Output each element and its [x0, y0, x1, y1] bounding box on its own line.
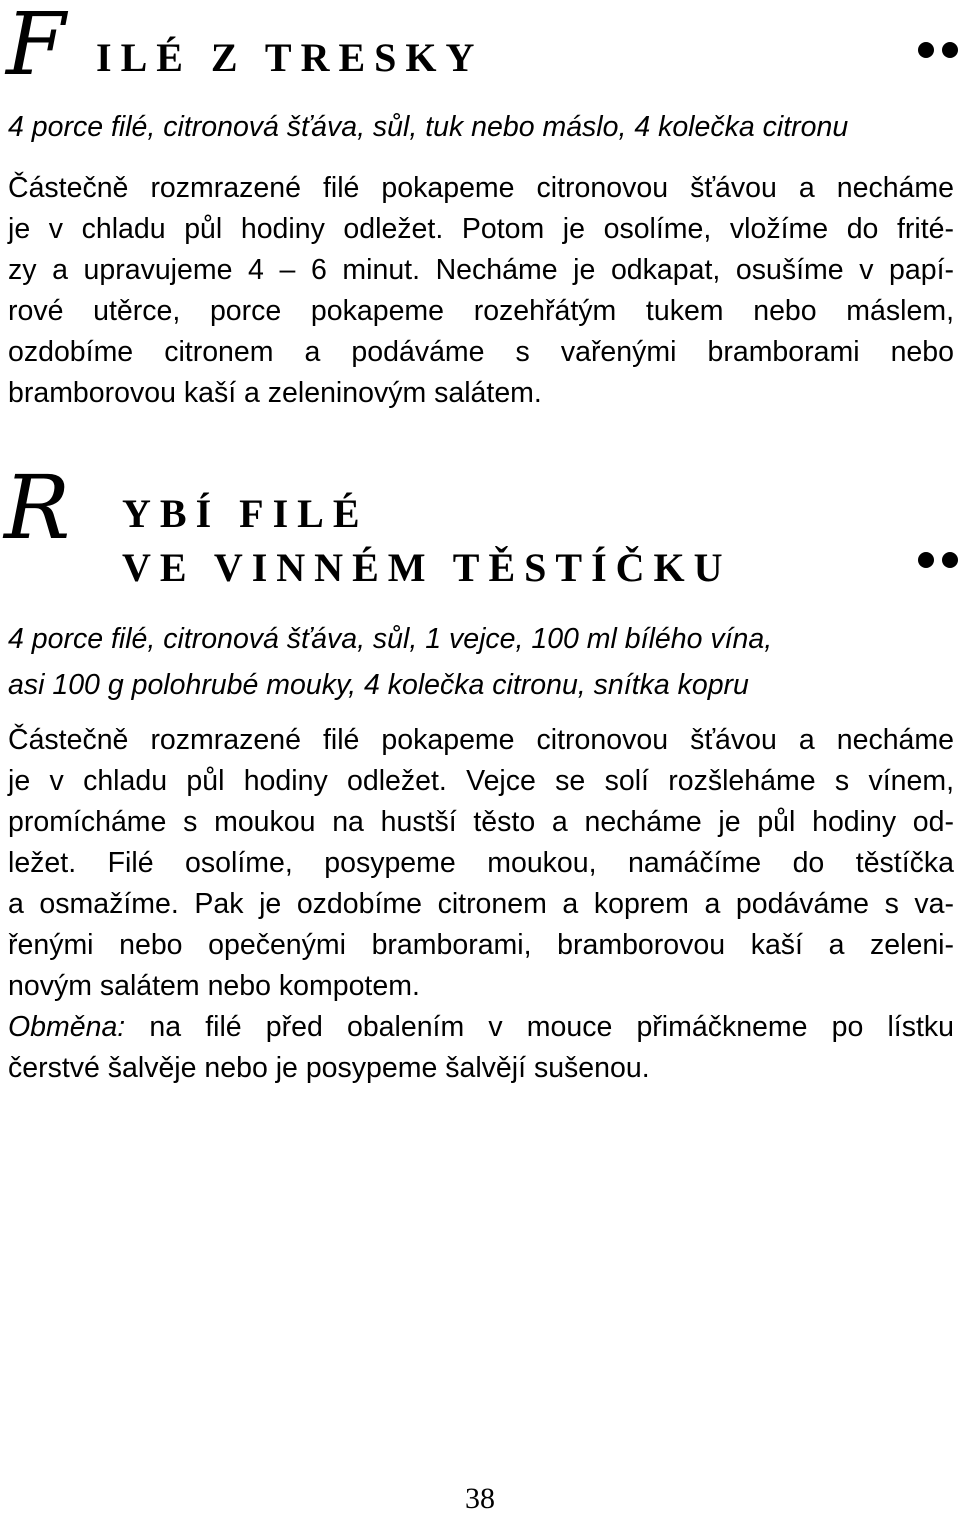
variant-text: na filé před obalením v mouce přimáčkneme po lístku: [125, 1011, 954, 1043]
method-line: bramborovou kaší a zeleninovým salátem.: [8, 377, 542, 409]
difficulty-indicator: [918, 42, 958, 58]
method-line: ležet. Filé osolíme, posypeme moukou, namáčíme do těstíčka: [8, 847, 954, 879]
method-line: Částečně rozmrazené filé pokapeme citronovou šťávou a necháme: [8, 724, 954, 756]
difficulty-dot: [942, 552, 958, 568]
method-line: zy a upravujeme 4 – 6 minut. Necháme je odkapat, osušíme v papí-: [8, 254, 954, 286]
method-line: je v chladu půl hodiny odležet. Potom je osolíme, vložíme do frité-: [8, 213, 954, 245]
title-initial: F: [6, 0, 66, 95]
method-text: [8, 720, 954, 1089]
method-line: novým salátem nebo kompotem.: [8, 970, 420, 1002]
ingredients-line: asi 100 g polohrubé mouky, 4 kolečka citronu, snítka kopru: [8, 669, 749, 701]
variant-line: [8, 1007, 954, 1048]
difficulty-dot: [942, 42, 958, 58]
difficulty-dot: [918, 552, 934, 568]
method-line: a osmažíme. Pak je ozdobíme citronem a koprem a podáváme s va-: [8, 888, 954, 920]
ingredients-list: 4 porce filé, citronová šťáva, sůl, tuk nebo máslo, 4 kolečka citronu: [8, 111, 849, 143]
method-line: je v chladu půl hodiny odležet. Vejce se solí rozšleháme s vínem,: [8, 765, 954, 797]
method-line: promícháme s moukou na hustší těsto a necháme je půl hodiny od-: [8, 806, 954, 838]
method-line: řenými nebo opečenými bramborami, bramborovou kaší a zeleni-: [8, 929, 954, 961]
variant-label: Obměna:: [8, 1011, 126, 1043]
method-text: [8, 168, 954, 414]
method-line: Částečně rozmrazené filé pokapeme citronovou šťávou a necháme: [8, 172, 954, 204]
recipe-title-line1: YBÍ FILÉ: [122, 491, 369, 536]
ingredients-line: 4 porce filé, citronová šťáva, sůl, 1 vejce, 100 ml bílého vína,: [8, 623, 773, 655]
difficulty-indicator: [918, 552, 958, 568]
title-initial: R: [4, 456, 71, 559]
recipe-title-line2: VE VINNÉM TĚSTÍČKU: [122, 545, 732, 590]
difficulty-dot: [918, 42, 934, 58]
recipe-title: ILÉ Z TRESKY: [96, 35, 484, 80]
method-line: rové utěrce, porce pokapeme rozehřátým tukem nebo máslem,: [8, 295, 954, 327]
method-line: ozdobíme citronem a podáváme s vařenými bramborami nebo: [8, 336, 954, 368]
ingredients-list: [8, 616, 958, 708]
page-number: 38: [465, 1482, 495, 1515]
variant-line: čerstvé šalvěje nebo je posypeme šalvějí sušenou.: [8, 1052, 650, 1084]
